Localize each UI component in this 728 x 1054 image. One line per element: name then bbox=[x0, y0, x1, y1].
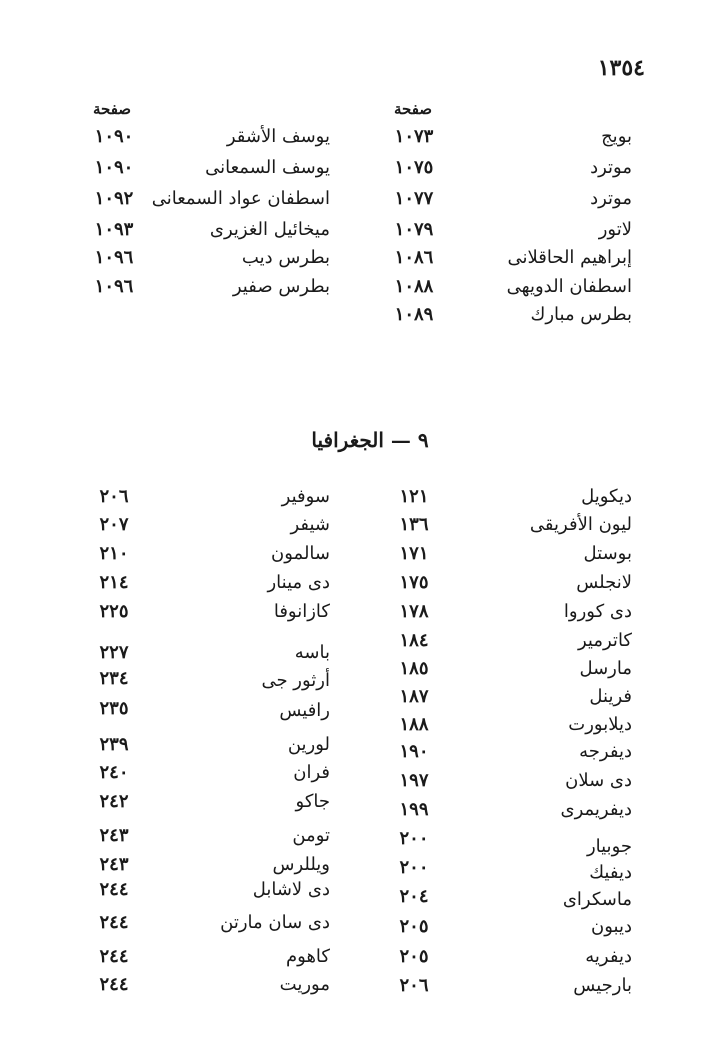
entry-name: ديفرجه bbox=[579, 741, 632, 762]
entry-page: ٢٣٩ bbox=[99, 734, 129, 755]
entry-page: ١٧٥ bbox=[399, 572, 429, 593]
entry-name: موترد bbox=[590, 188, 632, 209]
page-column-header-right: صفحة bbox=[393, 100, 433, 118]
entry-name: جوبيار bbox=[586, 836, 632, 857]
entry-page: ١٨٥ bbox=[399, 658, 429, 679]
entry-page: ٢٠٠ bbox=[399, 828, 429, 849]
entry-page: ٢٠٦ bbox=[399, 975, 429, 996]
list-item bbox=[0, 126, 728, 156]
entry-page: ١٠٨٦ bbox=[394, 247, 434, 268]
entry-name: ديلابورت bbox=[568, 714, 632, 735]
entry-page: ١٩٩ bbox=[399, 799, 429, 820]
entry-page: ٢٤٣ bbox=[99, 825, 129, 846]
entry-name: يوسف السمعانى bbox=[205, 157, 330, 178]
entry-page: ٢٣٥ bbox=[99, 698, 129, 719]
entry-name: كازانوفا bbox=[273, 601, 330, 622]
entry-name: ديكويل bbox=[581, 486, 632, 507]
entry-name: دى لاشابل bbox=[252, 879, 330, 900]
entry-page: ١٧٨ bbox=[399, 601, 429, 622]
entry-page: ٢٠٥ bbox=[399, 946, 429, 967]
entry-name: بويج bbox=[601, 126, 632, 147]
entry-page: ٢٠٥ bbox=[399, 916, 429, 937]
entry-name: لانجلس bbox=[576, 572, 632, 593]
page-number: ١٣٥٤ bbox=[597, 55, 645, 81]
entry-page: ١٣٦ bbox=[399, 514, 429, 535]
entry-name: ميخائيل الغزيرى bbox=[209, 219, 330, 240]
entry-page: ٢٤٤ bbox=[99, 879, 129, 900]
entry-name: يوسف الأشقر bbox=[226, 126, 330, 147]
entry-page: ١٠٧٥ bbox=[394, 157, 434, 178]
list-item bbox=[0, 157, 728, 187]
entry-page: ٢٢٥ bbox=[99, 601, 129, 622]
entry-name: ديفريمرى bbox=[560, 799, 632, 820]
entry-page: ١٩٧ bbox=[399, 770, 429, 791]
entry-name: موترد bbox=[590, 157, 632, 178]
entry-page: ٢١٤ bbox=[99, 572, 129, 593]
entry-name: رافيس bbox=[279, 700, 330, 721]
entry-name: دى سلان bbox=[565, 770, 632, 791]
list-item bbox=[0, 188, 728, 218]
entry-name: سالمون bbox=[271, 543, 330, 564]
entry-page: ١٨٤ bbox=[399, 630, 429, 651]
entry-name: كاهوم bbox=[286, 946, 330, 967]
entry-page: ٢٢٧ bbox=[99, 642, 129, 663]
entry-name: باسه bbox=[294, 642, 330, 663]
entry-page: ١٠٩٠ bbox=[94, 126, 134, 147]
entry-page: ١٠٨٩ bbox=[394, 304, 434, 325]
entry-name: ماسكراى bbox=[562, 889, 632, 910]
entry-page: ٢٠٧ bbox=[99, 514, 129, 535]
entry-name: مارسل bbox=[579, 658, 632, 679]
page-column-header-left: صفحة bbox=[92, 100, 132, 118]
entry-name: لورين bbox=[287, 734, 330, 755]
entry-name: إبراهيم الحاقلانى bbox=[507, 247, 632, 268]
entry-page: ١٠٩٦ bbox=[94, 247, 134, 268]
entry-name: اسطفان عواد السمعانى bbox=[151, 188, 330, 209]
entry-name: ديفيك bbox=[589, 862, 632, 883]
entry-name: اسطفان الدويهى bbox=[506, 276, 632, 297]
entry-name: فرينل bbox=[589, 686, 632, 707]
entry-name: بطرس ديب bbox=[241, 247, 330, 268]
entry-page: ١٨٧ bbox=[399, 686, 429, 707]
entry-page: ٢٤٤ bbox=[99, 946, 129, 967]
entry-page: ١٠٧٩ bbox=[394, 219, 434, 240]
list-item bbox=[0, 543, 728, 573]
list-item bbox=[0, 975, 728, 1005]
entry-name: بوستل bbox=[583, 543, 632, 564]
section-title: ٩ — الجغرافيا bbox=[311, 428, 429, 452]
entry-name: دى سان مارتن bbox=[220, 912, 330, 933]
entry-page: ١٧١ bbox=[399, 543, 429, 564]
list-item bbox=[0, 601, 728, 631]
entry-name: دى كوروا bbox=[563, 601, 632, 622]
entry-page: ٢٠٤ bbox=[399, 886, 429, 907]
list-item bbox=[0, 219, 728, 249]
list-item bbox=[0, 514, 728, 544]
list-item bbox=[0, 276, 728, 306]
entry-name: فران bbox=[293, 762, 330, 783]
list-item bbox=[0, 486, 728, 516]
entry-page: ٢٠٦ bbox=[99, 486, 129, 507]
list-item bbox=[0, 658, 728, 691]
list-item bbox=[0, 247, 728, 277]
entry-name: شيفر bbox=[290, 514, 330, 535]
entry-page: ١٠٧٣ bbox=[394, 126, 434, 147]
entry-name: بطرس مبارك bbox=[530, 304, 632, 325]
list-item bbox=[0, 630, 728, 663]
entry-page: ١٠٩٢ bbox=[94, 188, 134, 209]
entry-page: ١٢١ bbox=[399, 486, 429, 507]
entry-name: ليون الأفريقى bbox=[529, 514, 632, 535]
list-item bbox=[0, 304, 728, 334]
entry-page: ٢٤٤ bbox=[99, 974, 129, 995]
entry-page: ٢١٠ bbox=[99, 543, 129, 564]
entry-name: سوفير bbox=[281, 486, 330, 507]
list-item bbox=[0, 572, 728, 602]
entry-page: ١٠٧٧ bbox=[394, 188, 434, 209]
entry-page: ١٩٠ bbox=[399, 741, 429, 762]
entry-page: ٢٠٠ bbox=[399, 857, 429, 878]
entry-name: دى مينار bbox=[267, 572, 330, 593]
entry-name: ديبون bbox=[591, 916, 632, 937]
entry-page: ١٨٨ bbox=[399, 714, 429, 735]
entry-name: ويللرس bbox=[272, 854, 330, 875]
entry-name: جاكو bbox=[295, 791, 330, 812]
entry-page: ٢٤٣ bbox=[99, 854, 129, 875]
entry-page: ١٠٩٦ bbox=[94, 276, 134, 297]
entry-page: ٢٤٠ bbox=[99, 762, 129, 783]
entry-page: ٢٣٤ bbox=[99, 668, 129, 689]
entry-name: تومن bbox=[292, 825, 330, 846]
entry-page: ١٠٨٨ bbox=[394, 276, 434, 297]
entry-name: لاتور bbox=[598, 219, 632, 240]
entry-name: كاترمير bbox=[578, 630, 632, 651]
entry-page: ١٠٩٠ bbox=[94, 157, 134, 178]
entry-page: ٢٤٢ bbox=[99, 791, 129, 812]
entry-name: أرثور جى bbox=[261, 670, 330, 691]
list-item bbox=[0, 686, 728, 721]
entry-name: ديفريه bbox=[585, 946, 632, 967]
entry-name: بطرس صفير bbox=[232, 276, 330, 297]
entry-name: موريت bbox=[279, 974, 330, 995]
entry-page: ٢٤٤ bbox=[99, 912, 129, 933]
entry-page: ١٠٩٣ bbox=[94, 219, 134, 240]
entry-name: بارجيس bbox=[573, 975, 632, 996]
